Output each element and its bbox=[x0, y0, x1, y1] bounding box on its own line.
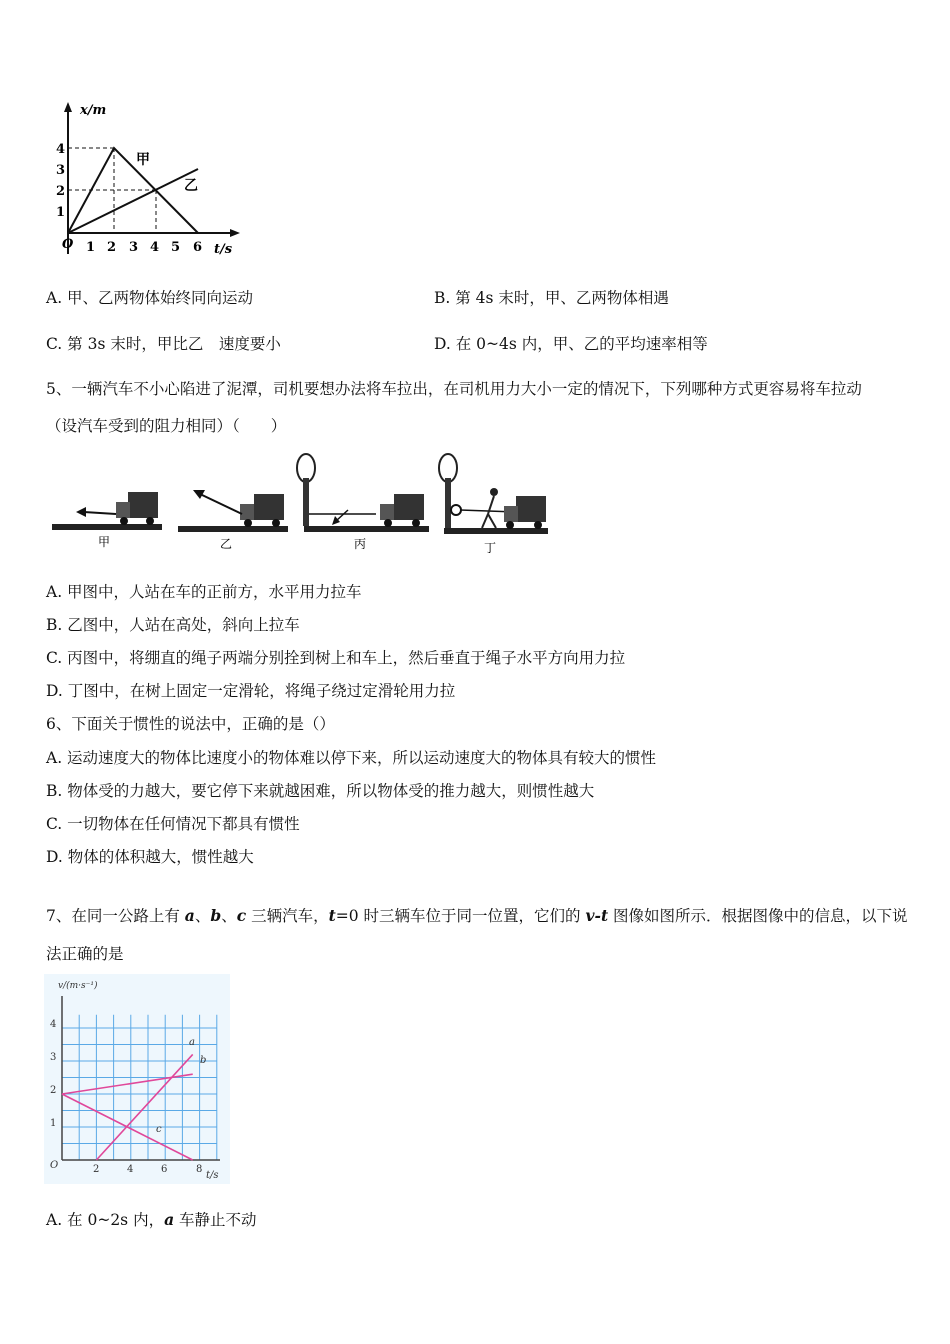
q7-stem-text: 三辆汽车， bbox=[246, 907, 329, 925]
x-axis-label: t/s bbox=[206, 1170, 219, 1181]
x-tick: 1 bbox=[86, 240, 96, 255]
q5-option-a: A. 甲图中，人站在车的正前方，水平用力拉车 bbox=[46, 583, 362, 601]
force-arrow bbox=[336, 510, 348, 521]
fig-label-bing: 丙 bbox=[354, 537, 367, 551]
fig-label-ding: 丁 bbox=[484, 541, 497, 555]
q5-figure bbox=[48, 448, 558, 560]
q7-sep: 、 bbox=[221, 907, 237, 925]
truck-icon bbox=[380, 494, 424, 527]
q5-option-c: C. 丙图中，将绷直的绳子两端分别拴到树上和车上，然后垂直于绳子水平方向用力拉 bbox=[46, 649, 626, 667]
force-arrow bbox=[84, 512, 116, 514]
q7-var-c: c bbox=[236, 906, 247, 925]
y-tick: 1 bbox=[56, 205, 66, 220]
y-tick: 1 bbox=[50, 1118, 57, 1129]
q6-stem: 6、下面关于惯性的说法中，正确的是（） bbox=[46, 715, 335, 733]
x-tick: 6 bbox=[161, 1164, 168, 1175]
q4-option-d: D. 在 0~4s 内，甲、乙的平均速率相等 bbox=[434, 335, 708, 353]
v-t-graph bbox=[44, 974, 230, 1184]
q7-stem-text: 图像如图所示．根据图像中的信息，以下说 bbox=[608, 907, 908, 925]
q5-stem-line2: （设汽车受到的阻力相同）（ ） bbox=[46, 417, 287, 435]
tree-icon bbox=[439, 454, 457, 528]
series-label-b: b bbox=[200, 1055, 207, 1066]
ground bbox=[444, 528, 548, 534]
fig-jia bbox=[52, 492, 162, 549]
q7-stem-text: 7、在同一公路上有 bbox=[46, 907, 185, 925]
x-tick: 4 bbox=[150, 240, 160, 255]
q4-option-a: A. 甲、乙两物体始终同向运动 bbox=[46, 289, 254, 307]
x-t-graph bbox=[44, 96, 254, 266]
q7-stem-line1 bbox=[46, 906, 908, 926]
x-tick: 6 bbox=[193, 240, 203, 255]
series-label-c: c bbox=[156, 1124, 162, 1135]
q5-stem-line1: 5、一辆汽车不小心陷进了泥潭，司机要想办法将车拉出，在司机用力大小一定的情况下，下列哪种方式更容易将车拉动 bbox=[46, 380, 862, 398]
q7-stem-text: =0 时三辆车位于同一位置，它们的 bbox=[335, 907, 586, 925]
series-yi-label: 乙 bbox=[184, 178, 198, 194]
q7-var-t: t bbox=[328, 906, 336, 925]
fig-label-yi: 乙 bbox=[220, 537, 233, 551]
q6-option-a: A. 运动速度大的物体比速度小的物体难以停下来，所以运动速度大的物体具有较大的惯性 bbox=[46, 749, 657, 767]
x-tick: 2 bbox=[93, 1164, 100, 1175]
x-tick: 5 bbox=[171, 240, 181, 255]
x-tick: 2 bbox=[107, 240, 117, 255]
q6-option-c: C. 一切物体在任何情况下都具有惯性 bbox=[46, 815, 300, 833]
y-tick: 2 bbox=[56, 184, 66, 199]
y-tick: 3 bbox=[56, 163, 66, 178]
x-axis-arrow bbox=[230, 229, 240, 237]
x-axis-label: t/s bbox=[214, 242, 233, 257]
series-yi-line bbox=[68, 169, 198, 233]
y-tick: 3 bbox=[50, 1052, 57, 1063]
q5-option-b: B. 乙图中，人站在高处，斜向上拉车 bbox=[46, 616, 300, 634]
q4-option-c: C. 第 3s 末时，甲比乙 速度要小 bbox=[46, 335, 281, 353]
y-axis-label: x/m bbox=[80, 103, 107, 118]
y-tick: 4 bbox=[50, 1019, 57, 1030]
y-axis-label: v/(m·s⁻¹) bbox=[58, 981, 98, 991]
q6-option-d: D. 物体的体积越大，惯性越大 bbox=[46, 848, 254, 866]
y-axis-arrow bbox=[64, 102, 72, 112]
series-jia-label: 甲 bbox=[136, 152, 150, 168]
y-tick: 4 bbox=[56, 142, 66, 157]
ground bbox=[304, 526, 429, 532]
q7-option-a-text: A. 在 0~2s 内， bbox=[46, 1211, 165, 1229]
pulley-icon bbox=[451, 505, 461, 515]
person-icon bbox=[482, 488, 498, 528]
series-label-a: a bbox=[189, 1037, 195, 1048]
origin-label: O bbox=[50, 1160, 59, 1171]
q7-var-b: b bbox=[210, 906, 222, 925]
truck-icon bbox=[240, 494, 284, 527]
truck-icon bbox=[116, 492, 158, 525]
y-tick: 2 bbox=[50, 1085, 57, 1096]
ground bbox=[178, 526, 288, 532]
series-lines bbox=[62, 1054, 193, 1160]
q7-var-a: a bbox=[184, 906, 195, 925]
origin-label: O bbox=[62, 237, 74, 252]
x-tick: 4 bbox=[127, 1164, 134, 1175]
q7-sep: 、 bbox=[194, 907, 211, 925]
q4-option-b: B. 第 4s 末时，甲、乙两物体相遇 bbox=[434, 289, 669, 307]
q7-option-a-text: 车静止不动 bbox=[174, 1211, 257, 1229]
fig-label-jia: 甲 bbox=[98, 535, 111, 549]
q7-option-a-var: a bbox=[164, 1210, 175, 1229]
series-a-line bbox=[96, 1054, 192, 1160]
x-tick: 8 bbox=[196, 1164, 203, 1175]
truck-icon bbox=[504, 496, 546, 529]
force-arrow bbox=[200, 494, 242, 514]
q7-var-vt: v-t bbox=[585, 906, 609, 925]
x-tick: 3 bbox=[129, 240, 139, 255]
q7-stem-line2: 法正确的是 bbox=[46, 945, 124, 963]
fig-yi bbox=[178, 490, 288, 551]
q6-option-b: B. 物体受的力越大，要它停下来就越困难，所以物体受的推力越大，则惯性越大 bbox=[46, 782, 595, 800]
q5-option-d: D. 丁图中，在树上固定一定滑轮，将绳子绕过定滑轮用力拉 bbox=[46, 682, 456, 700]
fig-ding bbox=[439, 454, 548, 555]
q7-option-a bbox=[46, 1210, 257, 1230]
ground bbox=[52, 524, 162, 530]
fig-bing bbox=[297, 454, 429, 551]
tree-icon bbox=[297, 454, 315, 526]
